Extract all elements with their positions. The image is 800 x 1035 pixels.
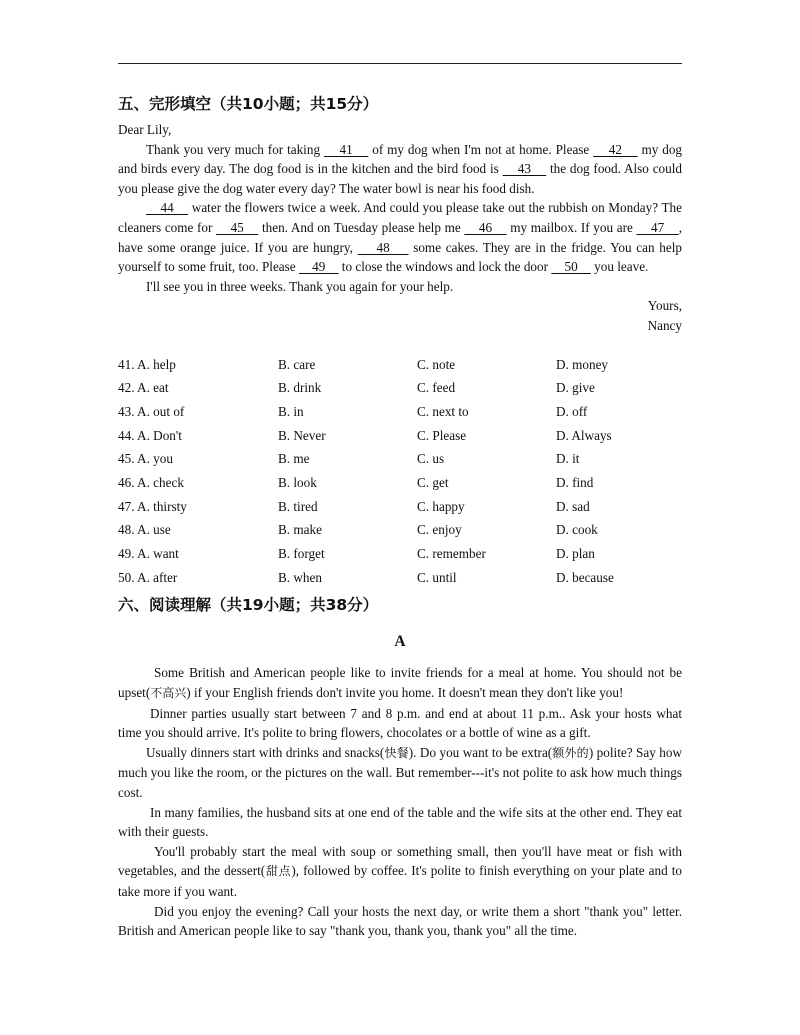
- option-a[interactable]: 49. A. want: [118, 546, 179, 562]
- letter-closing: Yours,: [647, 298, 682, 314]
- option-a[interactable]: 46. A. check: [118, 474, 184, 490]
- letter-paragraph-2: 44 water the flowers twice a week. And could you please take out the rubbish on Monday? The cleaners come for 45 then. And on Tuesday please help me 46 my mailbox. If you are 47 , have some orange juice. If you are hungry, 48 some cakes. They are in the fridge. You can help yourself to some fruit, too. Please 49 to close the windows and lock the door 50 you leave.: [118, 200, 683, 275]
- option-d[interactable]: D. find: [556, 474, 594, 490]
- passage-paragraph: Did you enjoy the evening? Call your hosts the next day, or write them a short "thank you" letter. British and American people like to say "thank you, thank you, thank you" all the time.: [118, 903, 682, 939]
- option-d[interactable]: D. money: [556, 356, 609, 372]
- option-c[interactable]: C. until: [417, 569, 457, 585]
- option-a[interactable]: 45. A. you: [118, 451, 173, 467]
- option-c[interactable]: C. feed: [417, 380, 456, 396]
- letter-paragraph-1: Thank you very much for taking 41 of my dog when I'm not at home. Please 42 my dog and birds every day. The dog food is in the kitchen and the bird food is 43 the dog food. Also could you please give the dog water every day? The water bowl is near his food dish.: [118, 141, 683, 196]
- option-a[interactable]: 50. A. after: [118, 569, 178, 585]
- blank-44[interactable]: 44: [146, 200, 189, 216]
- passage-paragraph: Dinner parties usually start between 7 and 8 p.m. and end at about 11 p.m.. Ask your hosts what time you should arrive. It's polite to bring flowers, chocolates or a bottle of wine as a gift.: [118, 705, 682, 741]
- option-d[interactable]: D. because: [556, 569, 614, 585]
- option-c[interactable]: C. note: [417, 356, 456, 372]
- option-b[interactable]: B. forget: [278, 546, 325, 562]
- option-b[interactable]: B. make: [278, 522, 322, 538]
- reading-passage: [118, 663, 682, 940]
- letter-paragraph-3: I'll see you in three weeks. Thank you again for your help.: [146, 278, 454, 294]
- option-b[interactable]: B. me: [278, 451, 310, 467]
- option-a[interactable]: 42. A. eat: [118, 380, 169, 396]
- letter-greeting: Dear Lily,: [118, 122, 172, 137]
- blank-42[interactable]: 42: [593, 141, 638, 157]
- option-a[interactable]: 47. A. thirsty: [118, 498, 187, 514]
- blank-47[interactable]: 47: [636, 219, 679, 235]
- option-d[interactable]: D. plan: [556, 546, 595, 562]
- blank-50[interactable]: 50: [551, 259, 591, 275]
- option-b[interactable]: B. care: [278, 356, 316, 372]
- passage-title: A: [394, 633, 406, 651]
- blank-45[interactable]: 45: [216, 219, 259, 235]
- option-b[interactable]: B. tired: [278, 498, 318, 514]
- option-row: [118, 400, 682, 424]
- option-b[interactable]: B. in: [278, 403, 304, 419]
- exam-page: [118, 88, 682, 941]
- passage-paragraph: In many families, the husband sits at one end of the table and the wife sits at the other end. They eat with their guests.: [118, 804, 682, 840]
- cloze-options: [118, 353, 682, 590]
- option-c[interactable]: C. next to: [417, 403, 469, 419]
- option-c[interactable]: C. Please: [417, 427, 467, 443]
- header-rule: [118, 63, 682, 64]
- option-row: [118, 471, 682, 495]
- option-b[interactable]: B. Never: [278, 427, 326, 443]
- option-a[interactable]: 44. A. Don't: [118, 427, 182, 443]
- option-d[interactable]: D. give: [556, 380, 595, 396]
- blank-49[interactable]: 49: [298, 259, 339, 275]
- option-c[interactable]: C. us: [417, 451, 445, 467]
- passage-paragraph: You'll probably start the meal with soup or something small, then you'll have meat or fish with vegetables, and the dessert(甜点), followed by coffee. It's polite to finish everything on your plate and to take more if you want.: [118, 843, 682, 899]
- option-b[interactable]: B. when: [278, 569, 322, 585]
- option-d[interactable]: D. off: [556, 403, 588, 419]
- option-row: [118, 353, 682, 377]
- passage-paragraph: Some British and American people like to invite friends for a meal at home. You should not be upset(不高兴) if your English friends don't invite you home. It doesn't mean they don't like you!: [118, 665, 682, 700]
- option-a[interactable]: 48. A. use: [118, 522, 171, 538]
- option-d[interactable]: D. cook: [556, 522, 598, 538]
- option-row: [118, 542, 682, 566]
- option-row: [118, 424, 682, 448]
- option-d[interactable]: D. sad: [556, 498, 590, 514]
- option-a[interactable]: 43. A. out of: [118, 403, 185, 419]
- blank-48[interactable]: 48: [357, 239, 409, 255]
- blank-46[interactable]: 46: [464, 219, 507, 235]
- option-d[interactable]: D. it: [556, 451, 580, 467]
- option-c[interactable]: C. remember: [417, 546, 486, 562]
- section-5-title: 五、完形填空（共10小题；共15分）: [118, 95, 379, 113]
- blank-41[interactable]: 41: [323, 141, 369, 157]
- option-c[interactable]: C. get: [417, 474, 449, 490]
- option-a[interactable]: 41. A. help: [118, 356, 176, 372]
- option-row: [118, 495, 682, 519]
- letter-signature: Nancy: [647, 317, 682, 333]
- option-row: [118, 518, 682, 542]
- cloze-letter: [118, 120, 682, 336]
- option-c[interactable]: C. happy: [417, 498, 465, 514]
- option-b[interactable]: B. drink: [278, 380, 322, 396]
- section-6-title: 六、阅读理解（共19小题；共38分）: [118, 596, 379, 615]
- option-row: [118, 376, 682, 400]
- option-row: [118, 566, 682, 590]
- option-row: [118, 447, 682, 471]
- option-d[interactable]: D. Always: [556, 427, 612, 443]
- option-b[interactable]: B. look: [278, 474, 317, 490]
- blank-43[interactable]: 43: [502, 161, 547, 177]
- passage-paragraph: Usually dinners start with drinks and snacks(快餐). Do you want to be extra(额外的) polite? Say how much you like the room, or the pictures on the wall. But remember---it's not polite to ask how much things cost.: [118, 744, 682, 800]
- option-c[interactable]: C. enjoy: [417, 522, 462, 538]
